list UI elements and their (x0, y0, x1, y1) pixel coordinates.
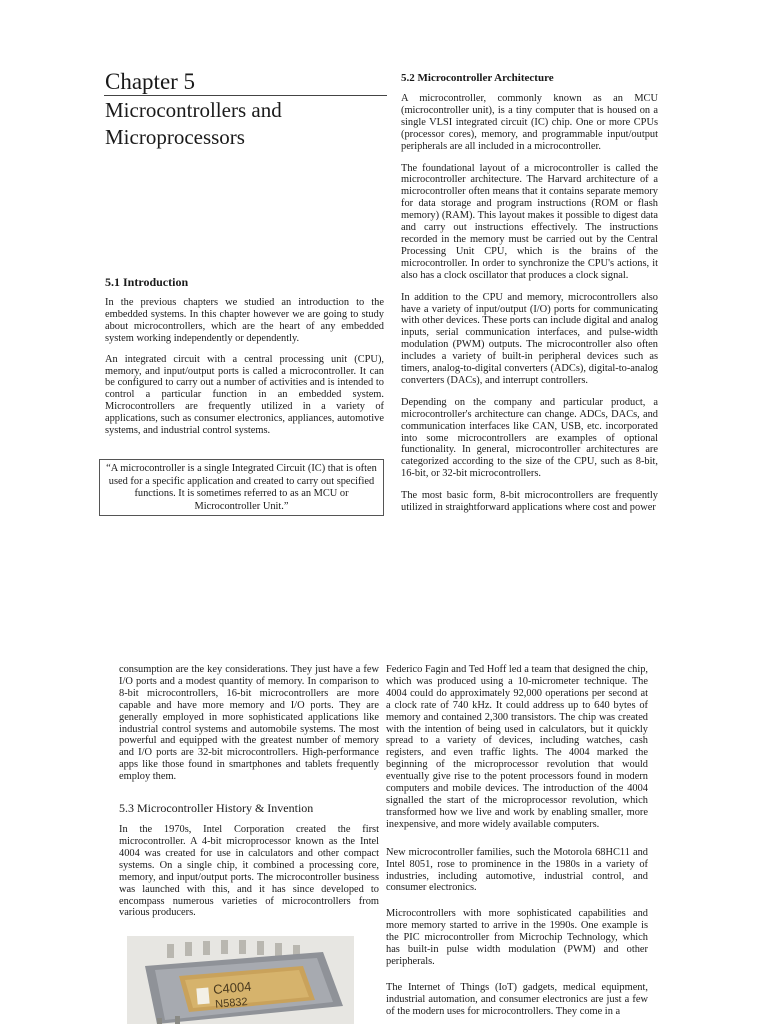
intro-section (105, 275, 384, 437)
history-paragraph: In the 1970s, Intel Corporation created the first microcontroller. A 4-bit microprocessor known as the Intel 4004 was created for use in calculators and other compact systems. On a single chip, it combined a processing core, memory, and input/output ports. The microcontroller business was launched with this, and it has since developed to encompass numerous varieties of microcontrollers from various producers. (119, 824, 379, 919)
bottom-right-paragraph-2: New microcontroller families, such the Motorola 68HC11 and Intel 8051, rose to prominence in the 1980s in a variety of industries, including automotive, industrial control, and consumer electronics. (386, 846, 648, 894)
architecture-paragraph-5: The most basic form, 8-bit microcontrollers are frequently utilized in straightforward applications where cost and power (401, 490, 658, 514)
bottom-right-paragraph-1: Federico Fagin and Ted Hoff led a team that designed the chip, which was produced using a 10-micrometer technique. The 4004 could do approximately 92,000 operations per second at a clock rate of 740 kHz. It could address up to 640 bytes of memory and contained 2,300 transistors. The chip was created with the intention of being used in calculators, but it quickly spread to a variety of devices, including watches, cash registers, and even traffic lights. The 4004 marked the beginning of the microprocessor revolution that would eventually give rise to the potent processors found in modern computers and mobile devices. The introduction of the 4004 signalled the start of the microprocessor revolution, which transformed how we live and work by enabling smaller, more inexpensive, and more widely available computers. (386, 664, 648, 830)
chip-illustration (127, 936, 354, 1024)
intro-paragraph-2: An integrated circuit with a central processing unit (CPU), memory, and input/output ports is called a microcontroller. It can be configured to carry out a number of activities and is intended to control a particular function in an embedded system. Microcontrollers are frequently utilized in a variety of applications, such as consumer electronics, appliances, automotive systems, and industrial control systems. (105, 353, 384, 437)
architecture-heading: 5.2 Microcontroller Architecture (401, 72, 554, 84)
intro-paragraph-1: In the previous chapters we studied an introduction to the embedded systems. In this chapter however we are going to study about microcontrollers, which are the heart of any embedded system working independently or dependently. (105, 297, 384, 344)
history-heading: 5.3 Microcontroller History & Invention (119, 801, 314, 816)
architecture-paragraph-1: A microcontroller, commonly known as an MCU (microcontroller unit), is a tiny computer that is housed on a single VLSI integrated circuit (IC) chip. One or more CPUs (processor cores), memory, and programmable input/output peripherals are all included in a microcontroller. (401, 93, 658, 152)
definition-quote-text: “A microcontroller is a single Integrated Circuit (IC) that is often used for a specific application and created to carry out specified functions. It is sometimes referred to as an MCU or Microcontroller Unit.” (106, 463, 377, 512)
chapter-number: Chapter 5 (105, 69, 196, 94)
history-continued-section (386, 664, 648, 1018)
bottom-right-paragraph-4: The Internet of Things (IoT) gadgets, medical equipment, industrial automation, and consumer electronics are just a few of the modern uses for microcontrollers. They come in a (386, 981, 648, 1017)
architecture-paragraph-4: Depending on the company and particular product, a microcontroller's architecture can change. ADCs, DACs, and communication interfaces like CAN, USB, etc. incorporated into some microcontrollers are examples of optional functionality. In general, microcontroller architectures are categorized according to the size of the CPU, such as 8-bit, 16-bit, or 32-bit microcontrollers. (401, 396, 658, 480)
intel-4004-chip-image (127, 936, 354, 1024)
architecture-section (401, 71, 658, 514)
bottom-right-paragraph-3: Microcontrollers with more sophisticated capabilities and more memory started to arrive in the 1990s. One example is the PIC microcontroller from Microchip Technology, which has built-in pulse width modulation (PWM) and other peripherals. (386, 908, 648, 967)
definition-quote-box (99, 459, 384, 516)
chapter-divider (104, 95, 387, 96)
chapter-title-line-2: Microprocessors (105, 125, 245, 149)
chapter-title (105, 97, 395, 151)
chip-label-line-1: C4004 (212, 978, 252, 997)
chapter-title-line-1: Microcontrollers and (105, 98, 282, 122)
bottom-left-paragraph-1: consumption are the key considerations. They just have a few I/O ports and a modest quantity of memory. In comparison to 8-bit microcontrollers, 16-bit microcontrollers are more capable and have more memory and I/O ports. They are generally employed in more sophisticated applications like industrial control systems and automobile systems. The most powerful and equipped with the greatest number of memory and I/O ports are 32-bit microcontrollers. High-performance apps like those found in smartphones and tablets frequently employ them. (119, 664, 379, 783)
chip-label-line-2: N5832 (214, 995, 249, 1011)
architecture-paragraph-3: In addition to the CPU and memory, microcontrollers also have a variety of input/output (I/O) ports for communicating with other devices. These ports can include digital and analog inputs, serial communication interfaces, and pulse-width modulation (PWM) outputs. The microcontroller also often includes a variety of built-in peripheral devices such as timers, analog-to-digital converters (ADCs), digital-to-analog converters (DACs), and interrupt controllers. (401, 291, 658, 386)
architecture-paragraph-2: The foundational layout of a microcontroller is called the microcontroller architecture. The Harvard architecture of a microcontroller often means that it contains separate memory for data storage and program instructions (ROM or flash memory) (RAM). This layout makes it possible to digest data and carry out instructions effectively. The instructions recorded in the memory must be carried out by the Central Processing Unit CPU, which is the brains of the microcontroller. In order to synchronize the CPU's actions, it also has a clock oscillator that produces a clock signal. (401, 162, 658, 281)
intro-heading: 5.1 Introduction (105, 275, 189, 289)
history-section (119, 664, 379, 919)
